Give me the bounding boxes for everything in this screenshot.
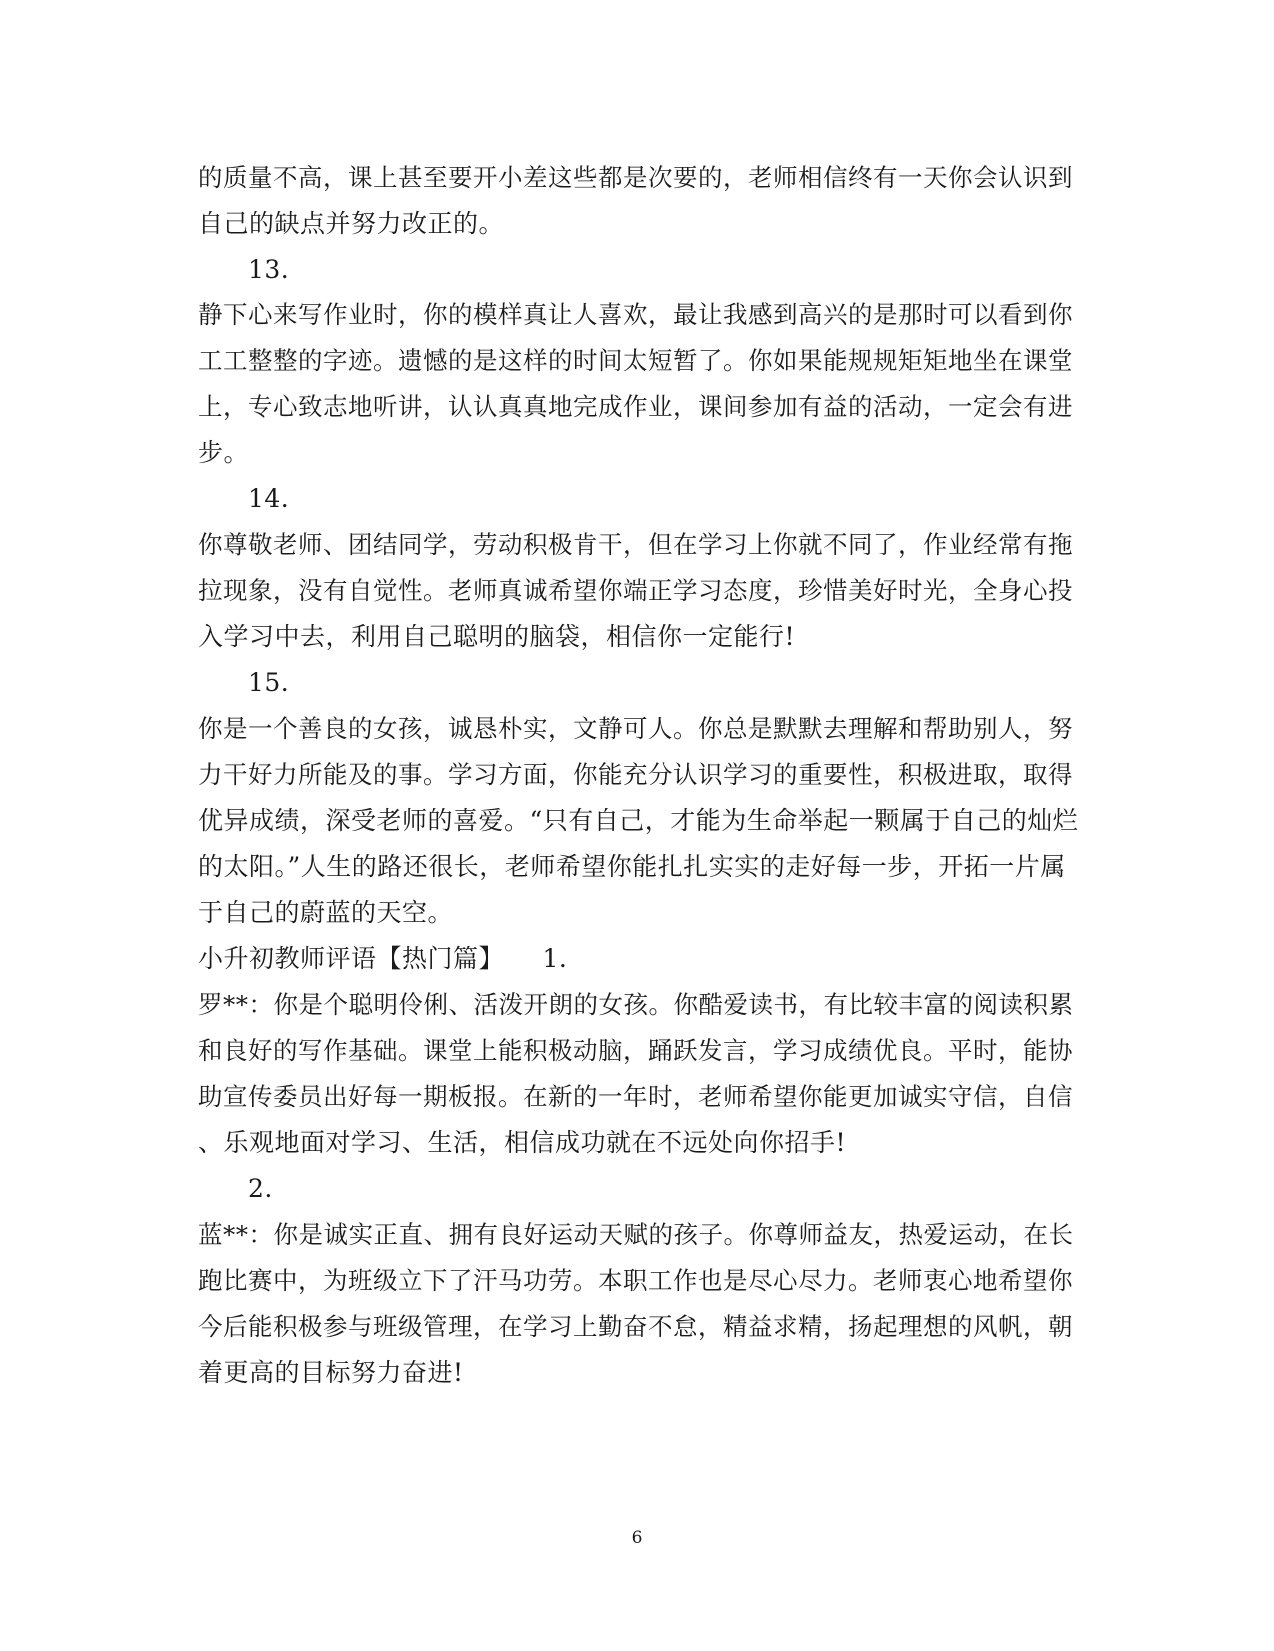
text-line: 今后能积极参与班级管理，在学习上勤奋不怠，精益求精，扬起理想的风帆，朝 xyxy=(198,1312,1073,1341)
text-line: 的太阳。”人生的路还很长，老师希望你能扎扎实实的走好每一步，开拓一片属 xyxy=(198,852,1066,881)
text-line: 静下心来写作业时，你的模样真让人喜欢，最让我感到高兴的是那时可以看到你 xyxy=(198,300,1073,329)
text-line: 着更高的目标努力奋进! xyxy=(198,1358,464,1387)
text-line: 步。 xyxy=(198,438,250,467)
text-line: 入学习中去，利用自己聪明的脑袋，相信你一定能行! xyxy=(198,622,796,651)
text-line: 于自己的蔚蓝的天空。 xyxy=(198,898,454,927)
section-heading: 小升初教师评语【热门篇】 1. xyxy=(198,944,568,973)
text-line: 上，专心致志地听讲，认认真真地完成作业，课间参加有益的活动，一定会有进 xyxy=(198,392,1073,421)
text-line: 力干好力所能及的事。学习方面，你能充分认识学习的重要性，积极进取，取得 xyxy=(198,760,1073,789)
item-number: 14. xyxy=(248,484,290,513)
item-number: 13. xyxy=(248,255,290,284)
text-line: 的质量不高，课上甚至要开小差这些都是次要的，老师相信终有一天你会认识到 xyxy=(198,163,1073,192)
page-number: 6 xyxy=(631,1528,643,1548)
text-line: 拉现象，没有自觉性。老师真诚希望你端正学习态度，珍惜美好时光，全身心投 xyxy=(198,576,1073,605)
text-line: 蓝**：你是诚实正直、拥有良好运动天赋的孩子。你尊师益友，热爱运动，在长 xyxy=(198,1220,1074,1249)
item-number: 2. xyxy=(248,1174,273,1203)
text-line: 自己的缺点并努力改正的。 xyxy=(198,209,505,238)
text-line: 跑比赛中，为班级立下了汗马功劳。本职工作也是尽心尽力。老师衷心地希望你 xyxy=(198,1266,1073,1295)
text-line: 优异成绩，深受老师的喜爱。“只有自己，才能为生命举起一颗属于自己的灿烂 xyxy=(198,806,1079,835)
text-line: 你是一个善良的女孩，诚恳朴实，文静可人。你总是默默去理解和帮助别人，努 xyxy=(198,714,1073,743)
text-line: 和良好的写作基础。课堂上能积极动脑，踊跃发言，学习成绩优良。平时，能协 xyxy=(198,1036,1073,1065)
text-line: 工工整整的字迹。遗憾的是这样的时间太短暂了。你如果能规规矩矩地坐在课堂 xyxy=(198,346,1073,375)
text-line: 你尊敬老师、团结同学，劳动积极肯干，但在学习上你就不同了，作业经常有拖 xyxy=(198,530,1073,559)
text-line: 罗**：你是个聪明伶俐、活泼开朗的女孩。你酷爱读书，有比较丰富的阅读积累 xyxy=(198,990,1074,1019)
text-line: 、乐观地面对学习、生活，相信成功就在不远处向你招手! xyxy=(198,1128,847,1157)
text-line: 助宣传委员出好每一期板报。在新的一年时，老师希望你能更加诚实守信，自信 xyxy=(198,1082,1073,1111)
item-number: 15. xyxy=(248,668,290,697)
